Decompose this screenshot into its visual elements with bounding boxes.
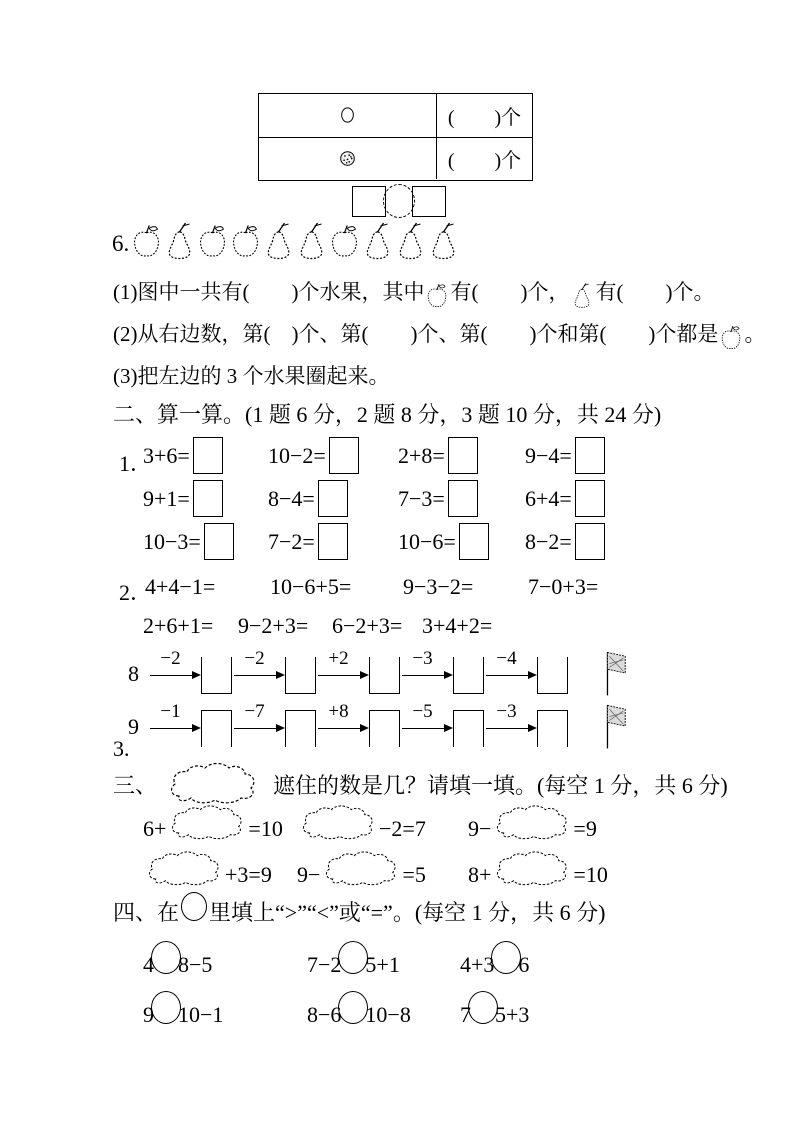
q2-row1 (145, 574, 678, 600)
answer-box[interactable] (193, 437, 223, 474)
eq-pre: 9− (297, 862, 321, 887)
arrow-right-icon (232, 646, 285, 692)
comparison-item (143, 933, 307, 977)
heading-pre: 三、 (113, 772, 158, 798)
apple-icon (329, 221, 360, 261)
operation-label: +2 (328, 648, 349, 669)
answer-box[interactable] (193, 480, 223, 517)
compare-circle[interactable] (468, 991, 498, 1024)
question-6-sub2 (113, 318, 765, 348)
sub1-text-b: 有( )个， (450, 280, 570, 304)
left-expression: 4 (143, 951, 154, 977)
table-cell-item (259, 94, 436, 137)
arrow-right-icon (148, 646, 201, 692)
left-expression: 7−2 (307, 951, 342, 977)
q1-item (398, 433, 525, 476)
expression: 7−0+3= (528, 574, 599, 599)
arrow-right-icon (484, 699, 537, 745)
cloud-cover-icon[interactable] (298, 804, 378, 842)
compare-circle[interactable] (338, 991, 368, 1024)
table-row (259, 137, 532, 180)
comparison-grid (143, 933, 620, 1027)
q1-grid (143, 433, 675, 562)
q1-number: 1． (119, 451, 153, 476)
pear-icon (570, 282, 594, 309)
answer-box[interactable] (204, 523, 234, 560)
bond-left-box[interactable] (352, 186, 386, 217)
cloud-equation (297, 808, 468, 850)
eq-pre: 9− (468, 816, 492, 841)
comparison-item (460, 933, 620, 977)
answer-box[interactable] (448, 437, 478, 474)
expression: 8−2= (525, 529, 572, 554)
right-expression: 6 (518, 951, 530, 977)
expression: 10−6= (398, 529, 456, 554)
expression: 6−2+3= (332, 613, 403, 638)
expression: 9−3−2= (403, 574, 474, 599)
q1-item (525, 519, 675, 562)
pear-icon (164, 221, 195, 261)
eq-post: =10 (573, 862, 608, 887)
chain-box[interactable] (285, 710, 316, 747)
pear-icon (296, 221, 327, 261)
right-expression: 5+1 (365, 951, 400, 977)
cloud-equation (143, 854, 297, 896)
fruit-row (131, 221, 459, 261)
q1-item (268, 476, 398, 519)
sub2-text-b: 。 (744, 322, 766, 346)
chain-box[interactable] (453, 657, 484, 694)
arrow-right-icon (316, 699, 369, 745)
heading-pre: 四、在 (113, 900, 180, 925)
table-cell-item (259, 138, 436, 180)
left-expression: 7 (460, 1001, 471, 1027)
eq-post: +3=9 (225, 862, 272, 887)
expression: 10−2= (268, 443, 326, 468)
operation-label: −3 (412, 648, 433, 669)
cloud-cover-icon[interactable] (492, 804, 572, 842)
cloud-equation (468, 854, 668, 896)
chain-box[interactable] (537, 710, 568, 747)
expression: 9−4= (525, 443, 572, 468)
cloud-equation (468, 808, 668, 850)
cloud-equation (143, 808, 297, 850)
answer-box[interactable] (318, 523, 348, 560)
q1-item (525, 433, 675, 476)
operation-label: −7 (244, 701, 265, 722)
pear-icon (428, 221, 459, 261)
operation-label: +8 (328, 701, 349, 722)
expression: 2+8= (398, 443, 445, 468)
arrow-right-icon (484, 646, 537, 692)
operation-label: −2 (244, 648, 265, 669)
q1-item (268, 433, 398, 476)
table-cell-count: ( )个 (436, 94, 532, 137)
sub1-text-a: (1)图中一共有( )个水果，其中 (113, 280, 425, 304)
expression: 8−4= (268, 486, 315, 511)
ball-outline-icon (340, 106, 355, 124)
bond-right-box[interactable] (412, 186, 446, 217)
question-6-sub1 (113, 276, 714, 306)
cloud-icon (161, 762, 265, 806)
question-6-sub3 (113, 360, 390, 390)
table-cell-count: ( )个 (436, 138, 532, 180)
right-expression: 10−8 (365, 1001, 411, 1027)
expression: 7−3= (398, 486, 445, 511)
comparison-item (307, 933, 460, 977)
sub2-text-a: (2)从右边数，第( )个、第( )个、第( )个和第( )个都是 (113, 322, 719, 346)
operation-label: −4 (496, 648, 517, 669)
chain-start-number: 9 (128, 714, 139, 739)
number-chain-1 (128, 646, 628, 698)
arrow-right-icon (232, 699, 285, 745)
eq-post: =5 (402, 862, 426, 887)
q3-number: 3. (113, 736, 130, 761)
right-expression: 5+3 (495, 1001, 530, 1027)
answer-box[interactable] (575, 480, 605, 517)
q1-item (525, 476, 675, 519)
expression: 10−3= (143, 529, 201, 554)
cloud-cover-icon[interactable] (144, 850, 224, 888)
chain-box[interactable] (201, 710, 232, 747)
expression: 10−6+5= (270, 574, 352, 599)
expression: 3+6= (143, 443, 190, 468)
cloud-equation (297, 854, 468, 896)
apple-icon (425, 282, 449, 309)
right-expression: 8−5 (178, 951, 213, 977)
flag-icon (600, 648, 628, 698)
q1-item (398, 519, 525, 562)
cloud-cover-icon[interactable] (492, 850, 572, 888)
number-bond (352, 184, 446, 218)
left-expression: 8−6 (307, 1001, 342, 1027)
ball-shaded-icon (339, 150, 356, 167)
chain-box[interactable] (369, 710, 400, 747)
compare-circle[interactable] (151, 941, 181, 974)
section-3-heading (113, 762, 728, 806)
compare-circle[interactable] (338, 941, 368, 974)
chain-box[interactable] (537, 657, 568, 694)
expression: 2+6+1= (143, 613, 214, 638)
flag-icon (600, 701, 628, 751)
arrow-right-icon (148, 699, 201, 745)
q1-item (268, 519, 398, 562)
pear-icon (395, 221, 426, 261)
sub1-text-c: 有( )个。 (595, 280, 715, 304)
section-2-heading: 二、算一算。(1 题 6 分，2 题 8 分，3 题 10 分，共 24 分) (113, 402, 662, 427)
comparison-item (307, 983, 460, 1027)
q1-item (143, 476, 268, 519)
chain-box[interactable] (285, 657, 316, 694)
expression: 6+4= (525, 486, 572, 511)
q1-item (398, 476, 525, 519)
operation-label: −3 (496, 701, 517, 722)
q1-item (143, 433, 268, 476)
operation-label: −1 (160, 701, 181, 722)
apple-icon (131, 221, 162, 261)
answer-box[interactable] (459, 523, 489, 560)
eq-post: −2=7 (379, 816, 426, 841)
eq-post: =9 (573, 816, 597, 841)
chain-box[interactable] (369, 657, 400, 694)
chain-start-number: 8 (128, 661, 139, 686)
arrow-right-icon (400, 646, 453, 692)
apple-icon (197, 221, 228, 261)
comparison-item (460, 983, 620, 1027)
compare-circle[interactable] (151, 991, 181, 1024)
left-expression: 4+3 (460, 951, 495, 977)
answer-box[interactable] (318, 480, 348, 517)
apple-icon (230, 221, 261, 261)
heading-post: 遮住的数是几？请填一填。(每空 1 分，共 6 分) (273, 772, 728, 798)
left-expression: 9 (143, 1001, 154, 1027)
answer-box[interactable] (575, 437, 605, 474)
pear-icon (362, 221, 393, 261)
question-6-number: 6. (112, 231, 130, 256)
expression: 9−2+3= (238, 613, 309, 638)
operation-label: −2 (160, 648, 181, 669)
q2-row2 (143, 613, 542, 639)
compare-circle[interactable] (491, 941, 521, 974)
arrow-right-icon (400, 699, 453, 745)
answer-box[interactable] (329, 437, 359, 474)
q1-item (143, 519, 268, 562)
cloud-cover-icon[interactable] (167, 804, 247, 842)
sub3-text: (3)把左边的 3 个水果圈起来。 (113, 364, 390, 388)
cloud-cover-icon[interactable] (321, 850, 401, 888)
chain-box[interactable] (201, 657, 232, 694)
heading-post: 里填上“>”“<”或“=”。(每空 1 分，共 6 分) (209, 900, 606, 925)
section-4-heading (113, 896, 605, 927)
circle-icon (181, 892, 207, 921)
arrow-right-icon (316, 646, 369, 692)
number-chain-2 (128, 699, 628, 751)
expression: 9+1= (143, 486, 190, 511)
chain-box[interactable] (453, 710, 484, 747)
expression: 7−2= (268, 529, 315, 554)
right-expression: 10−1 (178, 1001, 224, 1027)
eq-pre: 6+ (143, 816, 167, 841)
comparison-item (143, 983, 307, 1027)
apple-icon (719, 324, 743, 351)
answer-box[interactable] (575, 523, 605, 560)
operation-label: −5 (412, 701, 433, 722)
eq-post: =10 (248, 816, 283, 841)
q2-number: 2． (119, 580, 153, 605)
expression: 3+4+2= (422, 613, 493, 638)
cloud-equations (143, 808, 668, 896)
counting-table (258, 93, 533, 181)
table-row (259, 94, 532, 137)
eq-pre: 8+ (468, 862, 492, 887)
pear-icon (263, 221, 294, 261)
bond-middle-circle[interactable] (383, 184, 415, 218)
expression: 4+4−1= (145, 574, 216, 599)
answer-box[interactable] (448, 480, 478, 517)
